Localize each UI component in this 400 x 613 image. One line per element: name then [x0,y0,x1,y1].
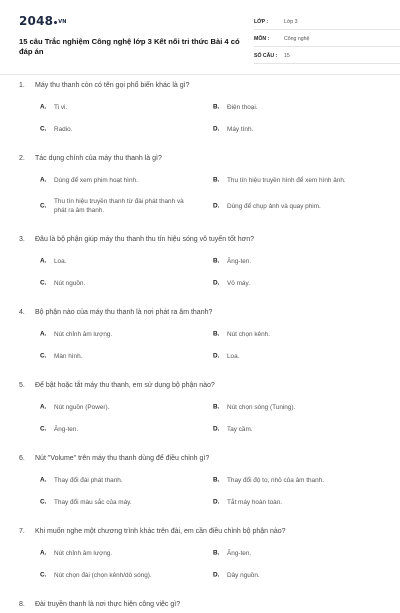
question-number: 4. [19,309,25,316]
option-b[interactable] [192,96,365,118]
question-prompt: Nút "Volume" trên máy thu thanh dùng để điều chỉnh gì? [35,455,210,462]
option-text: Dùng để xem phim hoạt hình. [54,176,138,184]
option-d[interactable] [192,118,365,140]
logo-dot [54,21,57,24]
question-prompt: Bộ phận nào của máy thu thanh là nơi phát ra âm thanh? [35,309,213,316]
meta-count-value: 15 [284,53,290,59]
question-spacer [19,440,385,453]
option-letter: D. [213,279,220,287]
option-b[interactable] [192,469,365,491]
meta-count-row [254,50,400,64]
option-grid [19,96,385,140]
option-letter: C. [40,279,47,287]
option-letter: A. [40,476,47,484]
option-text: Nút chỉnh âm lượng. [54,330,113,338]
option-text: Tắt máy hoàn toàn. [227,498,283,506]
option-text: Loa. [227,352,240,360]
option-text: Nút chọn đài (chọn kênh/dò sóng). [54,571,152,579]
option-letter: B. [213,176,220,184]
option-text: Nút chọn sóng (Tuning). [227,403,296,411]
question-text [19,234,385,248]
option-grid [19,250,385,294]
option-letter: C. [40,571,47,579]
option-d[interactable] [192,191,365,221]
option-letter: C. [40,498,47,506]
page-title: 15 câu Trắc nghiệm Công nghệ lớp 3 Kết nối tri thức Bài 4 có đáp án [19,37,240,56]
option-letter: D. [213,125,220,133]
page-header [19,8,385,72]
option-a[interactable] [19,542,192,564]
option-text: Thay đổi đài phát thanh. [54,476,123,484]
option-text: Dùng để chụp ảnh và quay phim. [227,202,321,210]
question-2 [19,153,385,234]
option-letter: B. [213,476,220,484]
option-text: Thu tín hiệu truyền thanh từ đài phát thanh và phát ra âm thanh. [54,198,184,214]
question-4 [19,307,385,380]
option-c[interactable] [19,272,192,294]
option-b[interactable] [192,169,365,191]
option-letter: A. [40,176,47,184]
option-text: Điện thoại. [227,103,258,111]
question-prompt: Tác dụng chính của máy thu thanh là gì? [35,155,162,162]
option-letter: D. [213,571,220,579]
option-letter: B. [213,103,220,111]
question-spacer [19,140,385,153]
option-letter: C. [40,202,47,210]
question-prompt: Đài truyền thanh là nơi thực hiện công việc gì? [35,601,181,608]
question-spacer [19,586,385,599]
option-text: Ăng-ten. [227,257,252,265]
meta-class-row [254,16,400,30]
question-3 [19,234,385,307]
option-text: Nút chọn kênh. [227,330,270,338]
option-c[interactable] [19,118,192,140]
question-text [19,380,385,394]
question-prompt: Máy thu thanh còn có tên gọi phổ biến khác là gì? [35,82,190,89]
meta-subject-value: Công nghệ [284,36,310,42]
option-b[interactable] [192,396,365,418]
option-text: Tay cầm. [227,425,253,433]
option-d[interactable] [192,418,365,440]
question-text [19,307,385,321]
meta-class-label: LỚP : [254,19,269,25]
question-spacer [19,367,385,380]
option-letter: D. [213,425,220,433]
option-d[interactable] [192,272,365,294]
option-letter: B. [213,549,220,557]
option-text: Màn hình. [54,352,83,360]
meta-subject-row [254,33,400,47]
option-b[interactable] [192,250,365,272]
option-grid [19,396,385,440]
option-d[interactable] [192,491,365,513]
question-list [19,80,385,613]
option-letter: A. [40,103,47,111]
site-logo[interactable] [19,14,67,28]
option-text: Vỏ máy. [227,279,250,287]
question-text [19,526,385,540]
option-grid [19,323,385,367]
question-text [19,599,385,613]
option-b[interactable] [192,323,365,345]
option-c[interactable] [19,491,192,513]
option-grid [19,542,385,586]
question-prompt: Khi muốn nghe một chương trình khác trên đài, em cần điều chỉnh bộ phận nào? [35,528,286,535]
question-prompt: Để bật hoặc tắt máy thu thanh, em sử dụng bộ phận nào? [35,382,215,389]
option-letter: A. [40,257,47,265]
option-text: Thu tín hiệu truyền hình để xem hình ảnh. [227,176,346,184]
option-c[interactable] [19,191,192,221]
option-a[interactable] [19,96,192,118]
option-text: Loa. [54,257,67,265]
meta-subject-label: MÔN : [254,36,270,42]
option-letter: D. [213,202,220,210]
question-spacer [19,513,385,526]
question-5 [19,380,385,453]
option-letter: C. [40,425,47,433]
option-letter: A. [40,549,47,557]
option-letter: C. [40,125,47,133]
meta-count-label: SỐ CÂU : [254,53,278,59]
option-c[interactable] [19,345,192,367]
question-text [19,453,385,467]
question-8 [19,599,385,613]
question-number: 8. [19,601,25,608]
question-6 [19,453,385,526]
option-text: Máy tính. [227,125,254,133]
option-letter: D. [213,498,220,506]
option-c[interactable] [19,418,192,440]
question-number: 7. [19,528,25,535]
question-text [19,80,385,94]
question-number: 1. [19,82,25,89]
option-letter: D. [213,352,220,360]
question-number: 6. [19,455,25,462]
question-number: 3. [19,236,25,243]
option-letter: C. [40,352,47,360]
option-b[interactable] [192,542,365,564]
option-a[interactable] [19,169,192,191]
option-a[interactable] [19,250,192,272]
option-text: Nút nguồn (Power). [54,403,110,411]
option-letter: B. [213,257,220,265]
question-spacer [19,221,385,234]
question-text [19,153,385,167]
option-d[interactable] [192,564,365,586]
option-text: Dây nguồn. [227,571,260,579]
option-text: Ăng-ten. [54,425,79,433]
option-text: Nút chỉnh âm lượng. [54,549,113,557]
question-number: 5. [19,382,25,389]
option-d[interactable] [192,345,365,367]
option-text: Thay đổi màu sắc của máy. [54,498,132,506]
question-1 [19,80,385,153]
option-letter: A. [40,403,47,411]
option-grid [19,469,385,513]
header-divider [0,74,400,75]
quiz-meta [254,16,400,67]
option-grid [19,169,385,221]
option-text: Radio. [54,125,73,133]
logo-text: 2048 [19,14,54,28]
question-spacer [19,294,385,307]
question-prompt: Đâu là bộ phận giúp máy thu thanh thu tín hiệu sóng vô tuyến tốt hơn? [35,236,255,243]
option-c[interactable] [19,564,192,586]
option-a[interactable] [19,469,192,491]
question-7 [19,526,385,599]
option-text: Ti vi. [54,103,68,111]
option-a[interactable] [19,323,192,345]
meta-class-value: Lớp 3 [284,19,298,25]
question-number: 2. [19,155,25,162]
logo-suffix: VN [58,19,67,25]
option-text: Nút nguồn. [54,279,86,287]
option-text: Thay đổi độ to, nhỏ của âm thanh. [227,476,324,484]
option-letter: A. [40,330,47,338]
option-text: Ăng-ten. [227,549,252,557]
option-letter: B. [213,330,220,338]
option-a[interactable] [19,396,192,418]
option-letter: B. [213,403,220,411]
